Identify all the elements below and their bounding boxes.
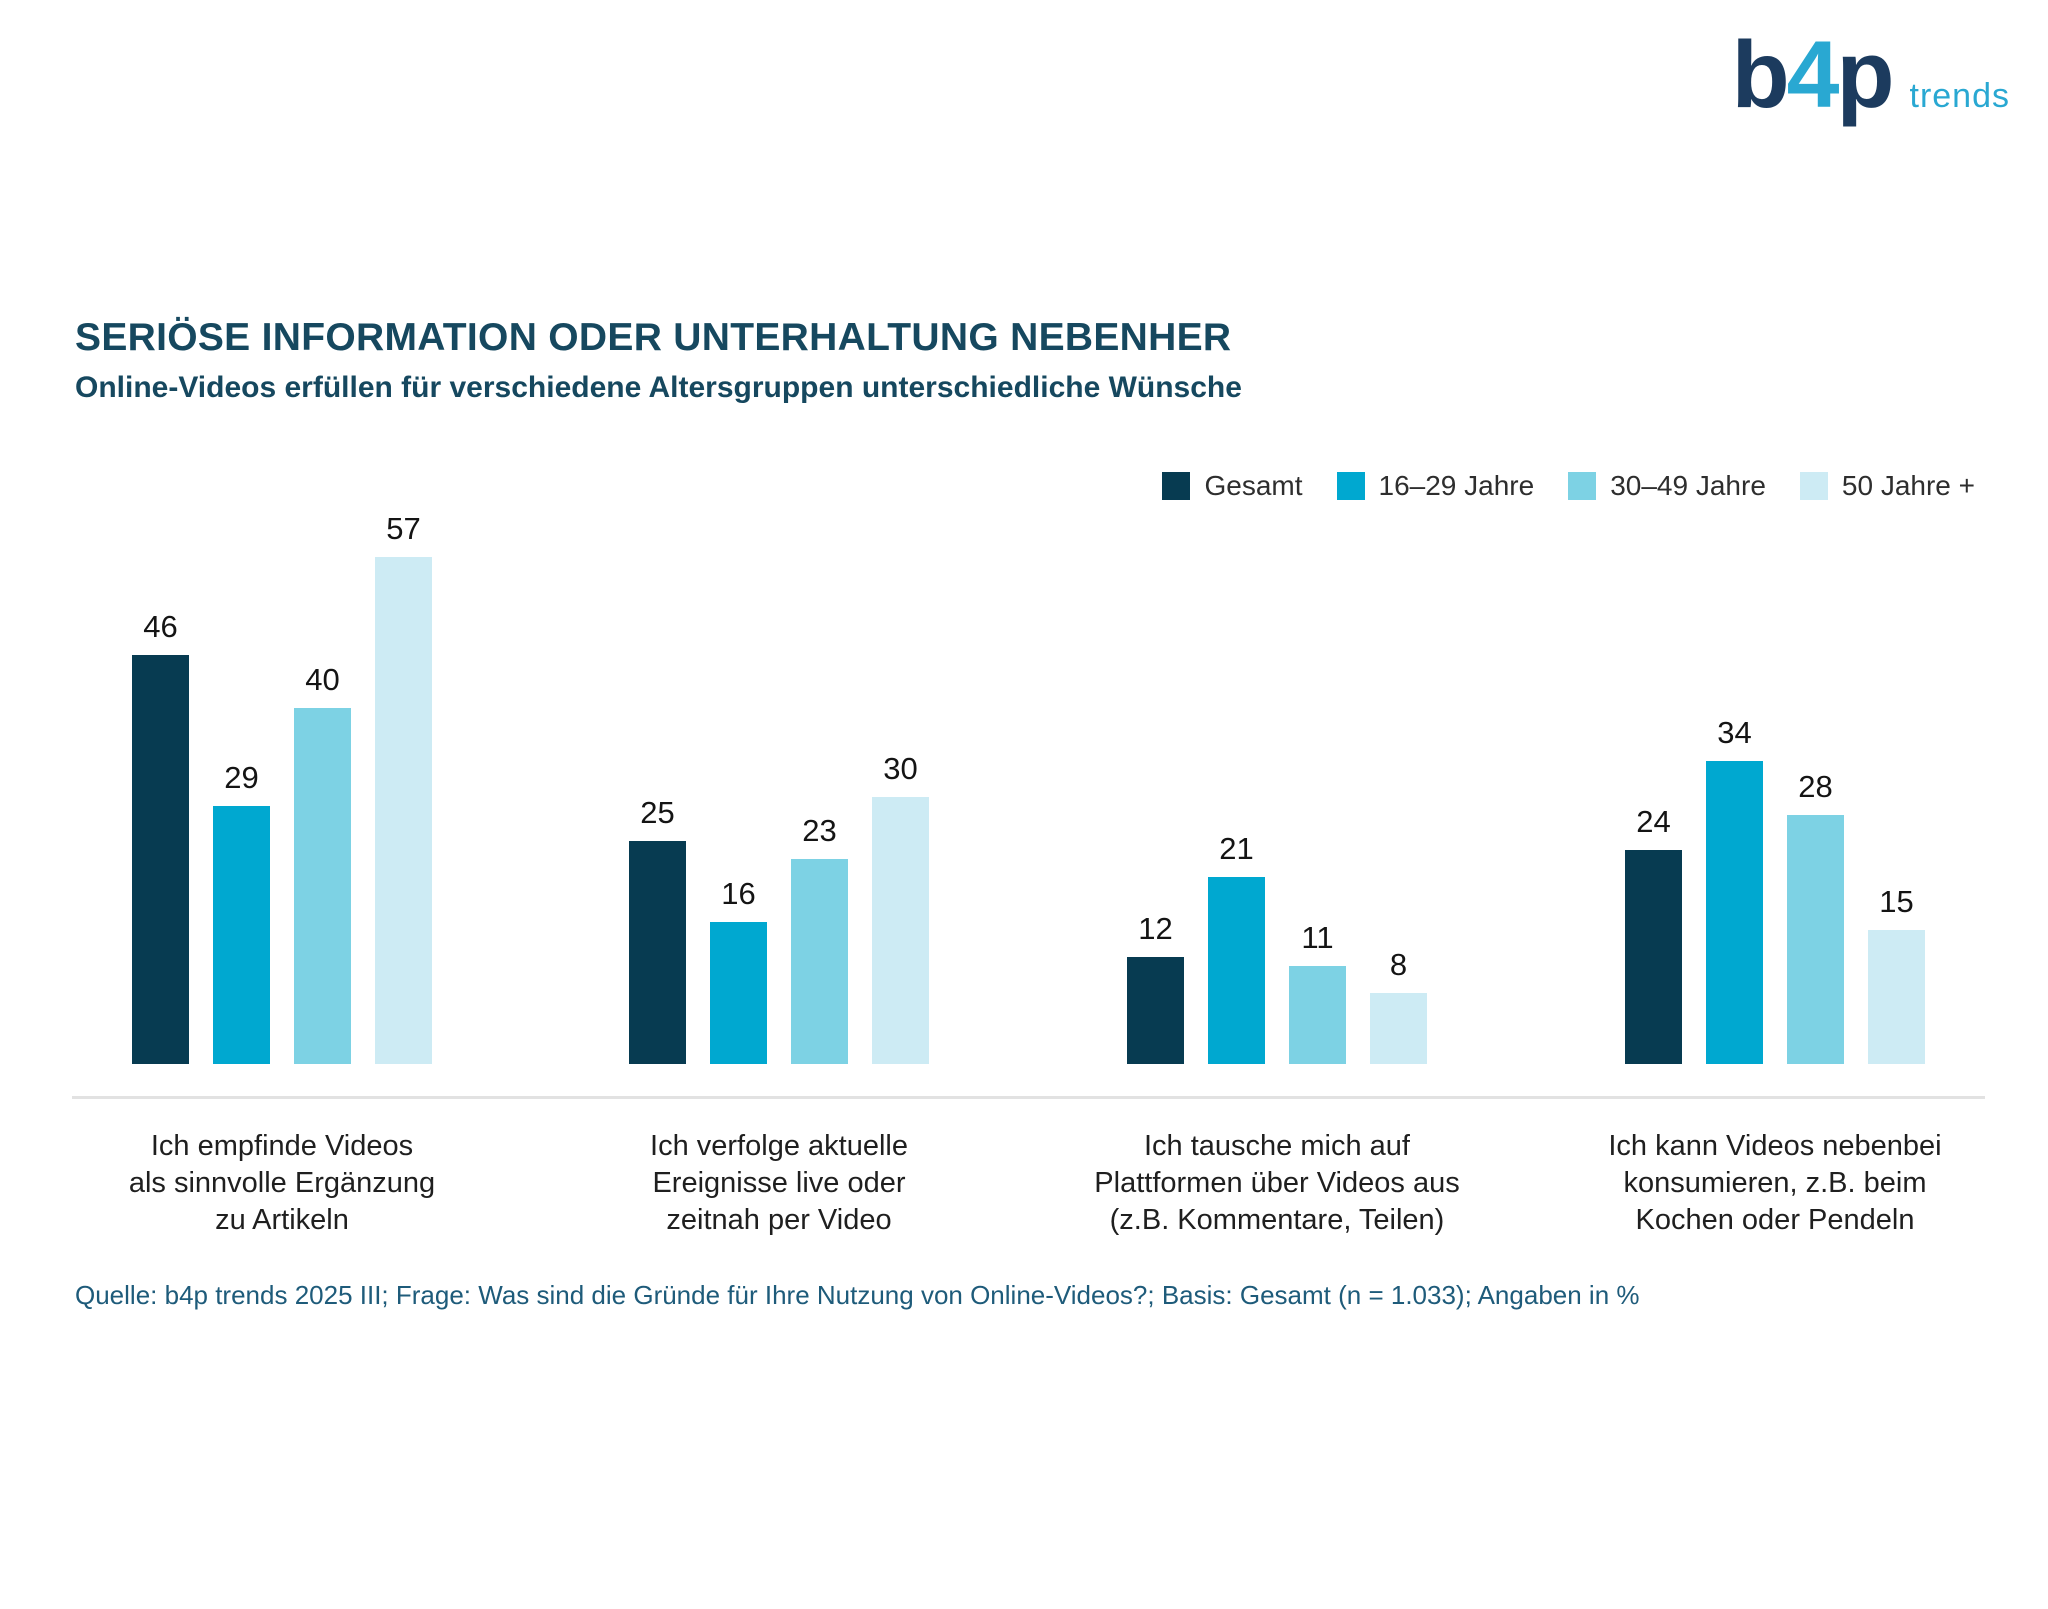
category-label-line: Plattformen über Videos aus xyxy=(1094,1167,1460,1199)
logo-letter-p: p xyxy=(1836,22,1892,128)
category-label xyxy=(42,1128,522,1239)
legend-label: Gesamt xyxy=(1204,470,1303,501)
bar-30-49-category1 xyxy=(294,708,351,1064)
bar-value-label: 24 xyxy=(1636,804,1671,839)
bar-value-label: 12 xyxy=(1138,911,1173,946)
chart-baseline-rule xyxy=(72,1096,1985,1099)
bar-value-label: 23 xyxy=(802,813,837,848)
bar-30-49-category2 xyxy=(791,859,848,1064)
bar-30-49-category4 xyxy=(1787,815,1844,1064)
logo-trends-label: trends xyxy=(1909,77,2010,115)
bar-value-label: 40 xyxy=(305,662,340,697)
category-label-line: Ich verfolge aktuelle xyxy=(650,1130,908,1162)
bar-value-label: 46 xyxy=(143,609,178,644)
bar-value-label: 21 xyxy=(1219,831,1254,866)
logo-digit-4: 4 xyxy=(1786,22,1837,128)
bar-value-label: 16 xyxy=(721,876,756,911)
bar-16-29-category4 xyxy=(1706,761,1763,1064)
category-label xyxy=(539,1128,1019,1239)
bar-gesamt-category1 xyxy=(132,655,189,1064)
category-label-line: (z.B. Kommentare, Teilen) xyxy=(1109,1204,1445,1236)
bar-gesamt-category3 xyxy=(1127,957,1184,1064)
bar-value-label: 29 xyxy=(224,760,259,795)
category-label-line: zeitnah per Video xyxy=(666,1204,892,1236)
category-label-line: zu Artikeln xyxy=(215,1204,349,1236)
bar-value-label: 34 xyxy=(1717,715,1752,750)
category-label-line: konsumieren, z.B. beim xyxy=(1623,1167,1927,1199)
bar-16-29-category3 xyxy=(1208,877,1265,1064)
bar-50plus-category2 xyxy=(872,797,929,1064)
page-title: SERIÖSE INFORMATION ODER UNTERHALTUNG NEBENHER xyxy=(75,316,1232,359)
category-label-line: Ich empfinde Videos xyxy=(150,1130,414,1162)
bar-value-label: 8 xyxy=(1389,947,1408,982)
bar-gesamt-category4 xyxy=(1625,850,1682,1064)
bar-50plus-category3 xyxy=(1370,993,1427,1064)
bar-value-label: 30 xyxy=(883,751,918,786)
category-label xyxy=(1037,1128,1517,1239)
bar-value-label: 28 xyxy=(1798,769,1833,804)
bar-30-49-category3 xyxy=(1289,966,1346,1064)
legend-label: 16–29 Jahre xyxy=(1378,470,1535,501)
category-label-line: Ereignisse live oder xyxy=(652,1167,906,1199)
bar-value-label: 15 xyxy=(1879,884,1914,919)
bar-value-label: 25 xyxy=(640,795,675,830)
logo-letter-b: b xyxy=(1731,22,1787,128)
bar-50plus-category1 xyxy=(375,557,432,1064)
bar-value-label: 57 xyxy=(386,511,421,546)
bar-value-label: 11 xyxy=(1301,920,1334,955)
category-label-line: Ich kann Videos nebenbei xyxy=(1608,1130,1942,1162)
legend-label: 30–49 Jahre xyxy=(1610,470,1766,501)
legend-label: 50 Jahre + xyxy=(1841,470,1975,501)
bar-gesamt-category2 xyxy=(629,841,686,1064)
bar-50plus-category4 xyxy=(1868,930,1925,1064)
bar-16-29-category1 xyxy=(213,806,270,1064)
bar-16-29-category2 xyxy=(710,922,767,1064)
category-label-line: Kochen oder Pendeln xyxy=(1635,1204,1915,1236)
category-label-line: als sinnvolle Ergänzung xyxy=(128,1167,436,1199)
category-label xyxy=(1535,1128,2015,1239)
page-subtitle: Online-Videos erfüllen für verschiedene Altersgruppen unterschiedliche Wünsche xyxy=(75,371,1242,404)
source-note: Quelle: b4p trends 2025 III; Frage: Was sind die Gründe für Ihre Nutzung von Online-Videos?; Basis: Gesamt (n = 1.033); Angaben in % xyxy=(75,1280,1640,1310)
category-label-line: Ich tausche mich auf xyxy=(1144,1130,1410,1162)
